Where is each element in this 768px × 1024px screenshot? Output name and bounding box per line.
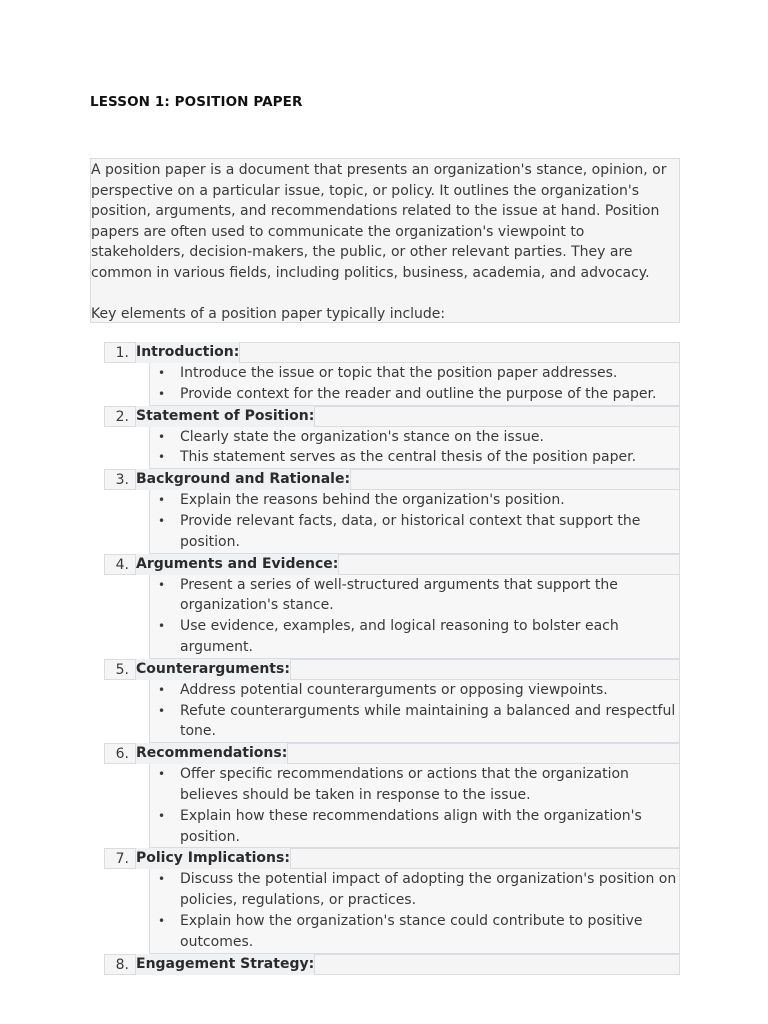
list-item-number: 3. (115, 472, 129, 489)
sub-bullet-list (149, 764, 680, 848)
list-item-heading: Background and Rationale: (135, 469, 351, 490)
list-item-heading: Engagement Strategy: (135, 954, 315, 975)
list-item (104, 342, 680, 363)
key-elements-text: Key elements of a position paper typically include: (91, 305, 446, 322)
bullet-item: • Provide relevant facts, data, or historical context that support the position. (180, 511, 679, 553)
bullet-item: • Address potential counterarguments or opposing viewpoints. (180, 680, 679, 701)
bullet-item: • This statement serves as the central thesis of the position paper. (180, 447, 679, 468)
list-item (104, 848, 680, 869)
bullet-item: • Explain the reasons behind the organization's position. (180, 490, 679, 511)
bullet-item: • Offer specific recommendations or actions that the organization believes should be taken in response to the issue. (180, 764, 679, 806)
intro-paragraph: A position paper is a document that presents an organization's stance, opinion, or perspective on a particular issue, topic, or policy. It outlines the organization's position, arguments, and recommendations related to the issue at hand. Position papers are often used to communicate the organization's viewpoint to stakeholders, decision-makers, the public, or other relevant parties. They are common in various fields, including politics, business, academia, and advocacy. (91, 162, 667, 281)
sub-bullet-list (149, 427, 680, 470)
list-item-heading: Policy Implications: (135, 848, 291, 869)
list-item-number: 4. (115, 556, 129, 573)
list-item-heading: Arguments and Evidence: (135, 554, 339, 575)
list-item (104, 554, 680, 575)
sub-bullet-list (149, 490, 680, 553)
sub-bullet-list (149, 363, 680, 406)
bullet-item: • Clearly state the organization's stance on the issue. (180, 427, 679, 448)
list-item-number: 1. (115, 345, 129, 361)
list-item-number: 8. (115, 956, 129, 973)
list-item-heading: Counterarguments: (135, 659, 291, 680)
bullet-item: • Explain how the organization's stance could contribute to positive outcomes. (180, 911, 679, 953)
list-item (104, 743, 680, 764)
bullet-item: • Present a series of well-structured arguments that support the organization's stance. (180, 575, 679, 617)
bullet-item: • Introduce the issue or topic that the position paper addresses. (180, 363, 679, 384)
list-item-number: 5. (115, 661, 129, 678)
page-title: LESSON 1: POSITION PAPER (90, 94, 303, 110)
list-item (104, 406, 680, 427)
list-item-number: 2. (115, 408, 129, 425)
list-item-number: 6. (115, 746, 129, 763)
bullet-item: • Use evidence, examples, and logical reasoning to bolster each argument. (180, 616, 679, 658)
intro-box (90, 158, 680, 323)
key-elements-list (104, 342, 680, 975)
list-item-heading: Recommendations: (135, 743, 288, 764)
list-item (104, 954, 680, 975)
sub-bullet-list (149, 680, 680, 743)
bullet-item: • Refute counterarguments while maintaining a balanced and respectful tone. (180, 701, 679, 743)
sub-bullet-list (149, 575, 680, 659)
bullet-item: • Explain how these recommendations align with the organization's position. (180, 806, 679, 848)
list-item-number: 7. (115, 851, 129, 868)
sub-bullet-list (149, 869, 680, 953)
list-item-heading: Statement of Position: (135, 406, 315, 427)
list-item-heading: Introduction: (135, 342, 240, 363)
bullet-item: • Discuss the potential impact of adopting the organization's position on policies, regulations, or practices. (180, 869, 679, 911)
bullet-item: • Provide context for the reader and outline the purpose of the paper. (180, 384, 679, 405)
list-item (104, 659, 680, 680)
list-item (104, 469, 680, 490)
